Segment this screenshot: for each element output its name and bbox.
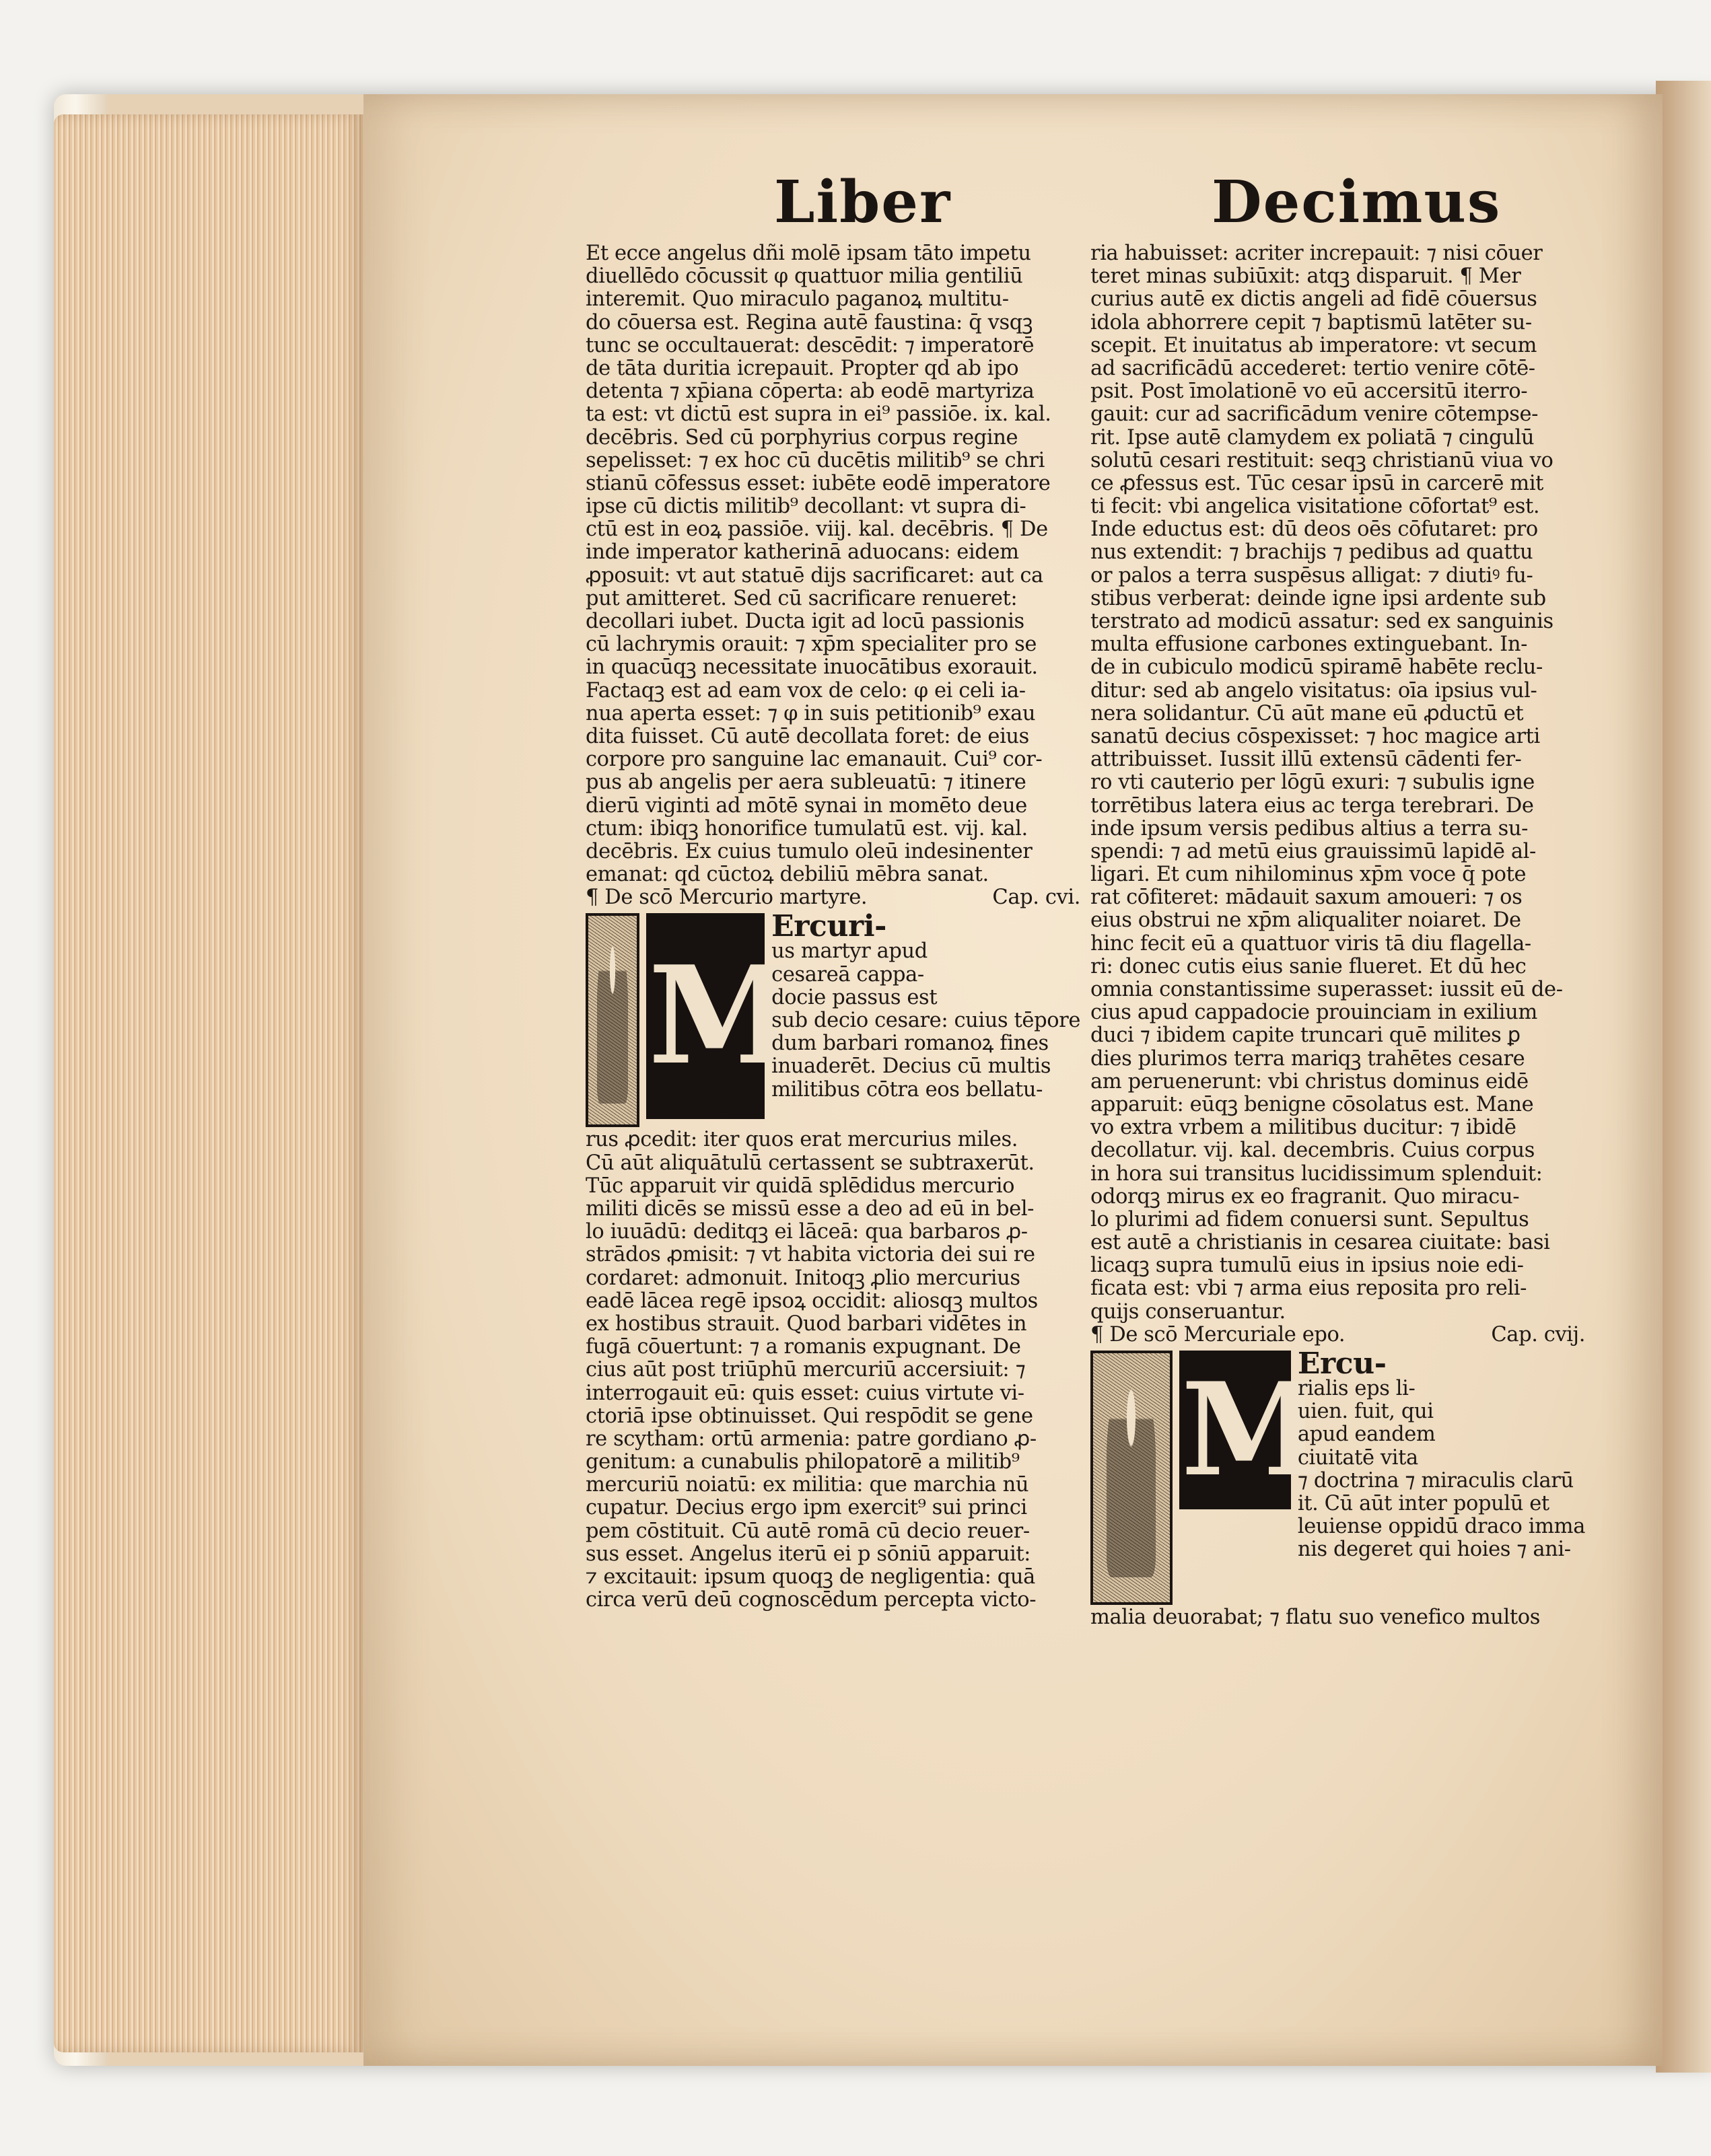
text-line: sepelisset: ⁊ ex hoc cū ducētis militib⁹ se chri [586, 449, 1045, 472]
text-line: do cōuersa est. Regina autē faustina: q̄ vsqꝫ [586, 311, 1033, 334]
text-line: apud eandem [1297, 1423, 1436, 1447]
text-line: gauit: cur ad sacrificādum venire cōtempse- [1090, 403, 1539, 427]
text-line: ad sacrificādū accederet: tertio venire cōtē- [1090, 357, 1535, 380]
text-line: re scytham: ortū armenia: patre gordiano ꝓ- [586, 1427, 1037, 1451]
text-line: ligari. Et cum nihilominus xp̄m voce q̄ pote [1090, 863, 1527, 887]
text-line: Inde eductus est: dū deos oēs cōfutaret: pro [1090, 518, 1538, 542]
left-column-text-bottom [586, 1128, 1080, 1612]
text-line: ⁊ excitauit: ipsum quoqꝫ de negligentia: quā [586, 1566, 1035, 1589]
text-line: Cū aūt aliquātulū certassent se subtraxerūt. [586, 1151, 1035, 1175]
section-heading-mercurio [586, 886, 1080, 909]
text-line: ria habuisset: acriter increpauit: ⁊ nisi cōuer [1090, 242, 1543, 265]
text-line: inde ipsum versis pedibus altius a terra su- [1090, 817, 1529, 840]
text-line: militibus cōtra eos bellatu- [771, 1078, 1043, 1102]
text-line: cupatur. Decius ergo ipm exercit⁹ sui princi [586, 1497, 1027, 1520]
text-line: ce ꝓfessus est. Tūc cesar ipsū in carcerē mit [1090, 472, 1544, 495]
text-line: ficata est: vbi ⁊ arma eius reposita pro reli- [1090, 1277, 1527, 1301]
right-column-text-bottom [1090, 1606, 1585, 1629]
text-line: est autē a christianis in cesarea ciuitate: basi [1090, 1231, 1550, 1255]
text-line: circa verū deū cognoscēdum percepta victo- [586, 1589, 1037, 1612]
text-line: stibus verberat: deinde igne ipsi ardente sub [1090, 587, 1546, 610]
text-line: decollari iubet. Ducta igit ad locū passionis [586, 610, 1024, 633]
section-title: ¶ De scō Mercurio martyre. [586, 886, 868, 910]
text-line: dies plurimos terra mariqꝫ trahētes cesare [1090, 1047, 1525, 1071]
text-line: ⁊ doctrina ⁊ miraculis clarū [1297, 1469, 1574, 1493]
page-edges [54, 114, 363, 2052]
section-heading-mercuriale [1090, 1324, 1585, 1346]
text-line: rat cōfiteret: mādauit saxum amoueri: ⁊ os [1090, 886, 1523, 910]
text-line: lo plurimi ad fidem conuersi sunt. Sepultus [1090, 1208, 1529, 1231]
text-line: cū lachrymis orauit: ⁊ xp̄m specialiter pro se [586, 633, 1037, 657]
text-line: ro vti cauterio per lōgū exuri: ⁊ subulis igne [1090, 771, 1535, 795]
text-line: militi dicēs se missū esse a deo ad eū in bel- [586, 1198, 1035, 1221]
text-line: lo iuuādū: deditqꝫ ei lāceā: qua barbaros ꝓ- [586, 1221, 1028, 1244]
facing-page-edge [1656, 81, 1711, 2073]
text-line: Factaqꝫ est ad eam vox de celo: φ ei celi ia- [586, 679, 1026, 703]
text-line: decēbris. Ex cuius tumulo oleū indesinenter [586, 840, 1033, 863]
text-beside-initial [1298, 1351, 1585, 1605]
text-line: psit. Post īmolationē vo eū accersitū iterro- [1090, 380, 1528, 404]
text-line: in hora sui transitus lucidissimum splenduit: [1090, 1162, 1543, 1186]
text-line: nera solidantur. Cū aūt mane eū ꝓductū et [1090, 702, 1524, 725]
text-line: ditur: sed ab angelo visitatus: oīa ipsius vul- [1090, 679, 1537, 703]
bishop-woodcut-icon [1090, 1351, 1173, 1605]
text-line: quijs conseruantur. [1090, 1300, 1286, 1324]
right-column-text-top [1090, 242, 1585, 1324]
running-title-left: Liber [774, 168, 952, 236]
chapter-number: Cap. cvij. [1491, 1322, 1585, 1346]
text-line: ctoriā ipse obtinuisset. Qui respōdit se gene [586, 1404, 1033, 1428]
text-line: ta est: vt dictū est supra in ei⁹ passiōe. ix. kal. [586, 403, 1051, 427]
text-line: Tūc apparuit vir quidā splēdidus mercurio [586, 1174, 1015, 1198]
text-line: eius obstrui ne xp̄m aliqualiter noiaret. De [1090, 909, 1521, 933]
text-line: odorqꝫ mirus ex eo fragranit. Quo miracu- [1090, 1185, 1520, 1209]
text-line: detenta ⁊ xp̄iana cōperta: ab eodē martyriza [586, 380, 1035, 404]
text-line: Ercuri- [771, 913, 886, 941]
right-column [1090, 242, 1585, 1629]
text-line: corpore pro sanguine lac emanauit. Cui⁹ cor- [586, 748, 1043, 772]
text-line: ti fecit: vbi angelica visitatione cōfortat⁹ est. [1090, 495, 1540, 519]
text-line: pem cōstituit. Cū autē romā cū decio reuer- [586, 1519, 1030, 1543]
text-line: pus ab angelis per aera subleuatū: ⁊ itinere [586, 771, 1026, 795]
text-line: sus esset. Angelus iterū ei p sōniū apparuit: [586, 1542, 1031, 1566]
chapter-number: Cap. cvi. [992, 886, 1080, 910]
text-line: ctū est in eoꝝ passiōe. viij. kal. decēbris. ¶ De [586, 518, 1048, 542]
text-line: ꝓposuit: vt aut statuē dijs sacrificaret: aut ca [586, 564, 1043, 587]
text-line: solutū cesari restituit: seqꝫ christianū viua vo [1090, 449, 1553, 472]
text-line: rus ꝓcedit: iter quos erat mercurius miles. [586, 1128, 1018, 1152]
text-line: stianū cōfessus esset: iubēte eodē imperatore [586, 472, 1051, 495]
text-line: us martyr apud [771, 940, 928, 964]
text-line: duci ⁊ ibidem capite truncari quē milites ꝑ [1090, 1024, 1521, 1048]
text-line: ipse cū dictis militib⁹ decollant: vt supra di- [586, 495, 1026, 519]
text-line: strādos ꝓmisit: ⁊ vt habita victoria dei sui re [586, 1244, 1035, 1267]
text-line: ctum: ibiqꝫ honorifice tumulatū est. vij. kal. [586, 817, 1028, 840]
text-line: emanat: qd cūctoꝝ debiliū mēbra sanat. [586, 863, 989, 887]
text-line: cius aūt post triūphū mercuriū accersiuit: ⁊ [586, 1359, 1026, 1382]
text-line: dierū viginti ad mōtē synai in momēto deue [586, 794, 1027, 818]
text-line: multa effusione carbones extinguebant. In- [1090, 633, 1527, 657]
text-line: leuiense oppidū draco imma [1297, 1515, 1585, 1539]
text-line: rialis eps li- [1297, 1377, 1416, 1400]
text-line: nus extendit: ⁊ brachijs ⁊ pedibus ad quattu [1090, 541, 1533, 565]
text-line: ciuitatē vita [1297, 1446, 1418, 1470]
text-line: put amitteret. Sed cū sacrificare renueret: [586, 587, 1018, 610]
text-line: ex hostibus strauit. Quod barbari vidētes in [586, 1312, 1027, 1336]
text-line: licaqꝫ supra tumulū eius in ipsius noie edi- [1090, 1254, 1524, 1278]
text-line: am peruenerunt: vbi christus dominus eidē [1090, 1070, 1529, 1093]
text-beside-initial [771, 913, 1080, 1127]
text-line: vo extra vrbem a militibus ducitur: ⁊ ibidē [1090, 1116, 1516, 1140]
illustrated-opening [586, 913, 1080, 1127]
text-line: interrogauit eū: quis esset: cuius virtute vi- [586, 1381, 1024, 1405]
text-line: dum barbari romanoꝝ fines [771, 1032, 1049, 1056]
text-line: uien. fuit, qui [1297, 1400, 1434, 1424]
section-title: ¶ De scō Mercuriale epo. [1090, 1322, 1346, 1346]
running-title-right: Decimus [1212, 168, 1502, 236]
text-line: teret minas subiūxit: atqꝫ disparuit. ¶ Mer [1090, 265, 1521, 289]
text-line: de in cubiculo modicū spiramē habēte reclu- [1090, 656, 1543, 680]
text-line: dita fuisset. Cū autē decollata foret: de eius [586, 725, 1029, 748]
text-line: decēbris. Sed cū porphyrius corpus regine [586, 426, 1018, 450]
text-line: eadē lācea regē ipsoꝝ occidit: aliosqꝫ multos [586, 1289, 1038, 1313]
decorated-initial: M [646, 913, 765, 1119]
text-line: nis degeret qui hoies ⁊ ani- [1297, 1538, 1571, 1562]
martyrdom-woodcut-icon [586, 913, 639, 1127]
text-line: Ercu- [1297, 1351, 1387, 1377]
text-line: docie passus est [771, 986, 938, 1009]
left-column-text-top [586, 242, 1080, 886]
text-line: ri: donec cutis eius sanie flueret. Et dū hec [1090, 955, 1527, 978]
text-line: malia deuorabat; ⁊ flatu suo venefico multos [1090, 1606, 1540, 1629]
text-line: spendi: ⁊ ad metū eius grauissimū lapidē al- [1090, 840, 1536, 863]
text-line: inde imperator katherinā aduocans: eidem [586, 541, 1019, 565]
text-line: in quacūqꝫ necessitate inuocātibus exorauit. [586, 656, 1038, 680]
text-line: apparuit: eūqꝫ benigne cōsolatus est. Mane [1090, 1093, 1534, 1116]
text-line: sub decio cesare: cuius tēpore [771, 1009, 1080, 1032]
text-line: Et ecce angelus dñi molē ipsam tāto impetu [586, 242, 1031, 265]
text-line: sanatū decius cōspexisset: ⁊ hoc magice arti [1090, 725, 1540, 748]
text-line: interemit. Quo miraculo paganoꝝ multitu- [586, 288, 1009, 312]
text-line: inuaderēt. Decius cū multis [771, 1055, 1051, 1079]
text-line: it. Cū aūt inter populū et [1297, 1492, 1549, 1515]
left-column [586, 242, 1080, 1612]
text-line: cesareā cappa- [771, 963, 924, 986]
text-line: tunc se occultauerat: descēdit: ⁊ imperatorē [586, 334, 1035, 357]
text-line: fugā cōuertunt: ⁊ a romanis expugnant. De [586, 1336, 1021, 1359]
text-line: or palos a terra suspēsus alligat: ⁊ diutiꝰ fu- [1090, 564, 1533, 587]
text-line: attribuisset. Iussit illū extensū cādenti fer- [1090, 748, 1522, 772]
text-line: mercuriū noiatū: ex militia: que marchia nū [586, 1474, 1029, 1497]
text-line: scepit. Et inuitatus ab imperatore: vt secum [1090, 334, 1537, 357]
text-line: idola abhorrere cepit ⁊ baptismū latēter su- [1090, 311, 1532, 334]
text-line: rit. Ipse autē clamydem ex poliatā ⁊ cingulū [1090, 426, 1535, 450]
text-line: hinc fecit eū a quattuor viris tā diu flagella- [1090, 932, 1531, 956]
illustrated-opening [1090, 1351, 1585, 1605]
text-line: decollatur. vij. kal. decembris. Cuius corpus [1090, 1139, 1535, 1163]
text-line: torrētibus latera eius ac terga terebrari. De [1090, 794, 1534, 818]
text-line: terstrato ad modicū assatur: sed ex sanguinis [1090, 610, 1553, 633]
decorated-initial: M [1179, 1351, 1291, 1509]
text-line: diuellēdo cōcussit φ quattuor milia gentiliū [586, 265, 1023, 289]
text-line: curius autē ex dictis angeli ad fidē cōuersus [1090, 288, 1537, 312]
text-line: nua aperta esset: ⁊ φ in suis petitionib⁹ exau [586, 702, 1036, 725]
text-line: de tāta duritia icrepauit. Propter qd ab ipo [586, 357, 1019, 380]
text-line: cordaret: admonuit. Initoqꝫ ꝓlio mercurius [586, 1266, 1020, 1290]
text-line: genitum: a cunabulis philopatorē a militib⁹ [586, 1451, 1020, 1474]
text-line: cius apud cappadocie prouinciam in exilium [1090, 1001, 1537, 1025]
text-line: omnia constantissime superasset: iussit eū de- [1090, 978, 1563, 1001]
